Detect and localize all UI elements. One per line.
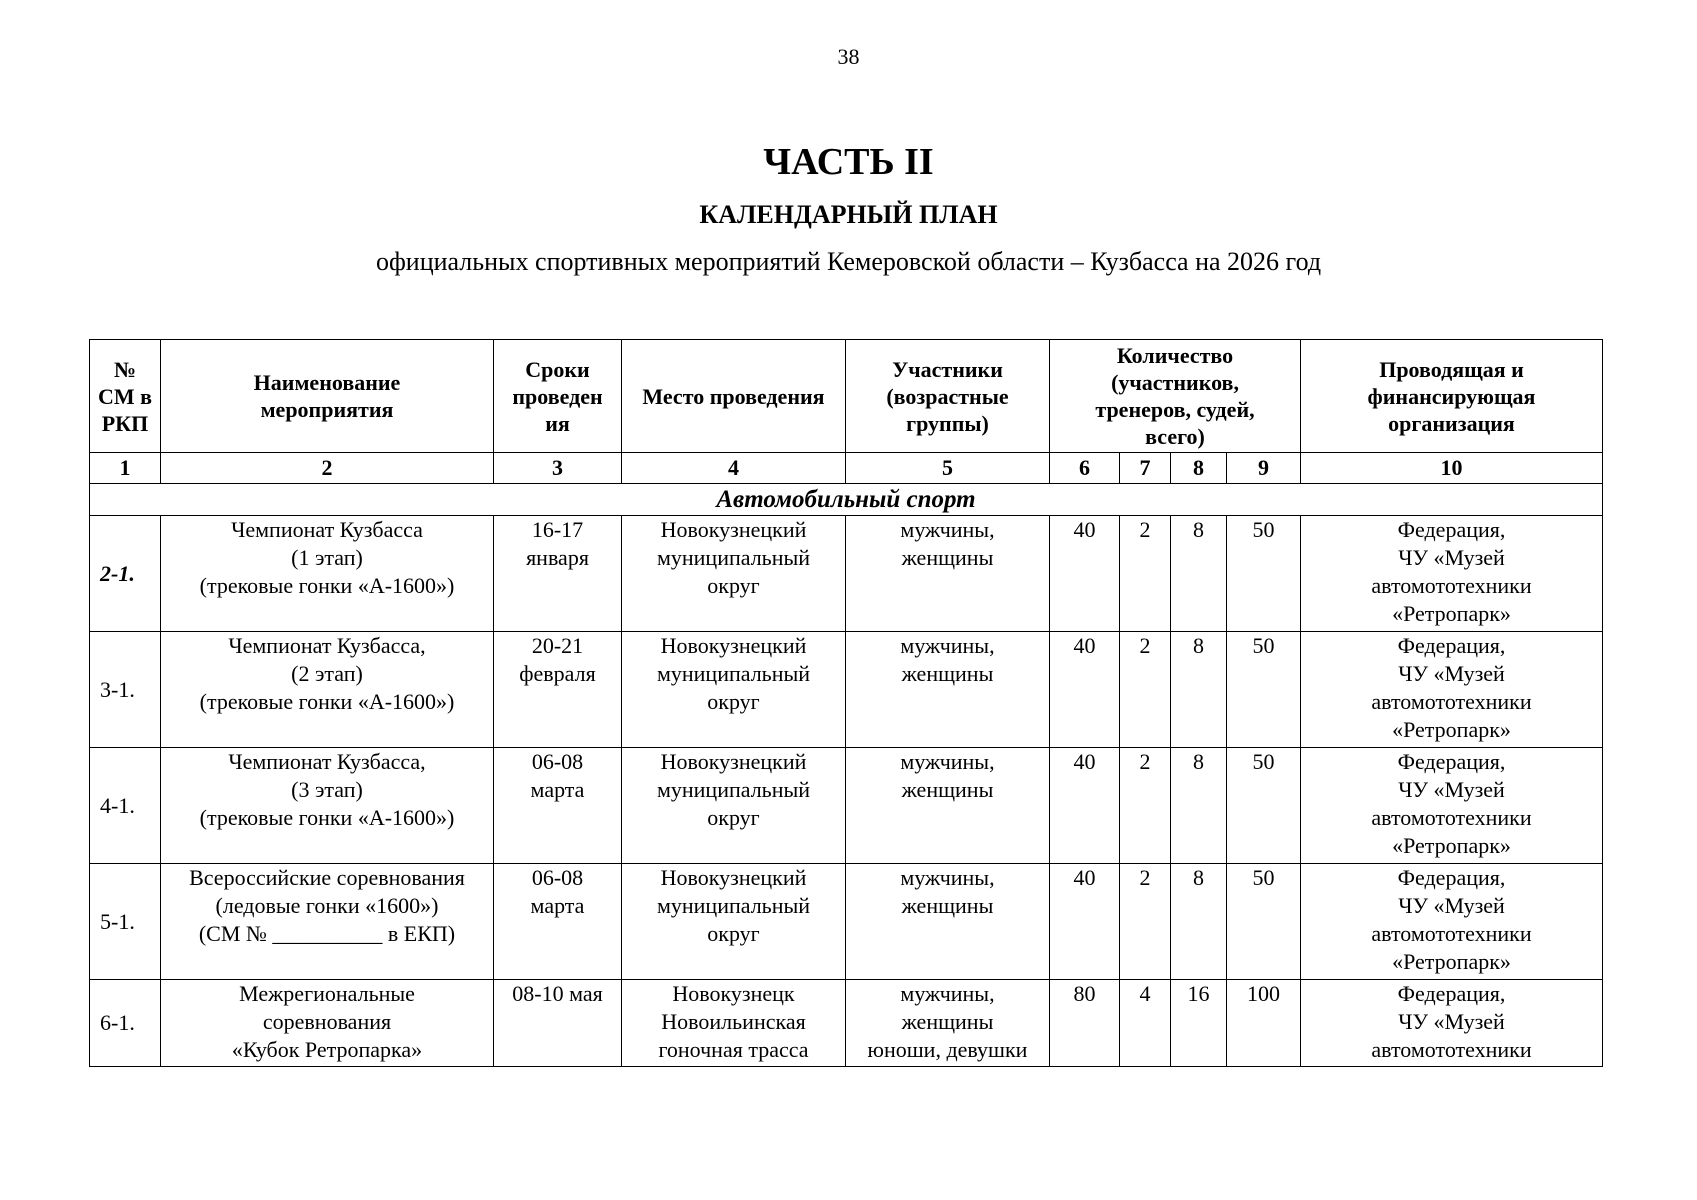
part-title: ЧАСТЬ II: [763, 141, 934, 183]
count-total: 50: [1227, 748, 1301, 864]
event-place: [622, 516, 846, 632]
text-line: Новокузнецкий: [660, 865, 807, 890]
text-line: «Ретропарк»: [1392, 949, 1511, 974]
text-line: ЧУ «Музей: [1398, 661, 1505, 686]
text-line: (2 этап): [291, 661, 363, 686]
count-total: 50: [1227, 516, 1301, 632]
event-participants: [846, 748, 1050, 864]
event-organizer: [1301, 864, 1603, 980]
text-line: (1 этап): [291, 545, 363, 570]
count-total: 50: [1227, 632, 1301, 748]
text-line: Федерация,: [1397, 981, 1506, 1006]
text-line: Новокузнецкий: [660, 633, 807, 658]
text-line: Всероссийские соревнования: [189, 865, 465, 890]
column-number: 10: [1301, 453, 1603, 484]
text-line: (участников,: [1111, 370, 1239, 395]
text-line: автомототехники: [1371, 689, 1532, 714]
text-line: СМ в: [97, 383, 153, 409]
text-line: округ: [707, 921, 760, 946]
column-number: 8: [1171, 453, 1227, 484]
count-judges: 8: [1171, 748, 1227, 864]
text-line: марта: [530, 777, 585, 802]
event-organizer: [1301, 980, 1603, 1067]
header-cell: [622, 340, 846, 453]
count-participants: 40: [1050, 864, 1120, 980]
text-line: ЧУ «Музей: [1398, 893, 1505, 918]
text-line: ЧУ «Музей: [1398, 777, 1505, 802]
text-line: женщины: [901, 893, 994, 918]
text-line: автомототехники: [1371, 921, 1532, 946]
text-line: 08-10 мая: [512, 981, 603, 1006]
plan-subtitle: официальных спортивных мероприятий Кемеровской области – Кузбасса на 2026 год: [375, 247, 1322, 276]
section-row: [90, 484, 1603, 516]
event-dates: [494, 864, 622, 980]
text-line: №: [113, 356, 137, 382]
text-line: 20-21: [531, 633, 584, 658]
event-place: [622, 632, 846, 748]
text-line: автомототехники: [1371, 573, 1532, 598]
event-organizer: [1301, 632, 1603, 748]
count-coaches: 2: [1120, 748, 1171, 864]
text-line: Федерация,: [1397, 517, 1506, 542]
header-cell: [494, 340, 622, 453]
text-line: «Ретропарк»: [1392, 717, 1511, 742]
text-line: тренеров, судей,: [1095, 397, 1255, 422]
text-line: Новокузнецк: [672, 981, 795, 1006]
text-line: (трековые гонки «А-1600»): [199, 805, 455, 830]
text-line: марта: [530, 893, 585, 918]
text-line: мужчины,: [900, 981, 995, 1006]
text-line: женщины: [901, 545, 994, 570]
text-line: округ: [707, 573, 760, 598]
event-dates: [494, 748, 622, 864]
header-cell: [1050, 340, 1301, 453]
text-line: округ: [707, 805, 760, 830]
text-line: января: [526, 545, 589, 570]
text-line: Проводящая и: [1379, 356, 1524, 382]
text-line: Сроки: [525, 356, 590, 382]
text-line: (трековые гонки «А-1600»): [199, 689, 455, 714]
text-line: Наименование: [253, 370, 401, 395]
text-line: Чемпионат Кузбасса,: [228, 633, 426, 658]
count-participants: 40: [1050, 632, 1120, 748]
page-number: 38: [837, 44, 860, 69]
text-line: «Ретропарк»: [1392, 833, 1511, 858]
calendar-table: [89, 339, 1603, 1067]
text-line: (СМ № __________ в ЕКП): [198, 921, 456, 946]
column-number: 7: [1120, 453, 1171, 484]
header-cell: [161, 340, 494, 453]
column-number-row: [90, 453, 1603, 484]
count-participants: 80: [1050, 980, 1120, 1067]
text-line: «Кубок Ретропарка»: [231, 1037, 423, 1062]
header-cell: [846, 340, 1050, 453]
text-line: организация: [1388, 410, 1515, 436]
text-line: ЧУ «Музей: [1398, 545, 1505, 570]
text-line: муниципальный: [656, 545, 811, 570]
text-line: юноши, девушки: [867, 1037, 1028, 1062]
text-line: муниципальный: [656, 893, 811, 918]
count-coaches: 2: [1120, 632, 1171, 748]
event-place: [622, 864, 846, 980]
text-line: женщины: [901, 661, 994, 686]
text-line: ия: [545, 410, 570, 436]
count-coaches: 4: [1120, 980, 1171, 1067]
count-judges: 16: [1171, 980, 1227, 1067]
event-name: [161, 748, 494, 864]
text-line: Федерация,: [1397, 633, 1506, 658]
count-coaches: 2: [1120, 864, 1171, 980]
table-body: [90, 516, 1603, 1067]
text-line: группы): [906, 410, 989, 436]
text-line: мужчины,: [900, 633, 995, 658]
text-line: Новоильинская: [661, 1009, 806, 1034]
text-line: Новокузнецкий: [660, 749, 807, 774]
text-line: соревнования: [262, 1009, 392, 1034]
text-line: женщины: [901, 1009, 994, 1034]
event-dates: [494, 516, 622, 632]
event-participants: [846, 980, 1050, 1067]
text-line: 06-08: [531, 749, 584, 774]
event-name: [161, 980, 494, 1067]
text-line: (возрастные: [886, 383, 1009, 409]
table-row: [90, 516, 1603, 632]
event-organizer: [1301, 748, 1603, 864]
column-number: 5: [846, 453, 1050, 484]
text-line: «Ретропарк»: [1392, 601, 1511, 626]
event-number: 5-1.: [90, 864, 161, 980]
text-line: мужчины,: [900, 749, 995, 774]
count-participants: 40: [1050, 748, 1120, 864]
column-number: 9: [1227, 453, 1301, 484]
count-coaches: 2: [1120, 516, 1171, 632]
text-line: Новокузнецкий: [660, 517, 807, 542]
event-place: [622, 980, 846, 1067]
count-participants: 40: [1050, 516, 1120, 632]
text-line: Место проведения: [642, 383, 825, 409]
text-line: 16-17: [531, 517, 584, 542]
event-dates: [494, 980, 622, 1067]
text-line: Участники: [892, 356, 1003, 382]
text-line: Федерация,: [1397, 749, 1506, 774]
event-number: 4-1.: [90, 748, 161, 864]
event-number: 3-1.: [90, 632, 161, 748]
text-line: автомототехники: [1371, 1037, 1532, 1062]
text-line: мужчины,: [900, 517, 995, 542]
count-total: 50: [1227, 864, 1301, 980]
text-line: Чемпионат Кузбасса,: [228, 749, 426, 774]
column-number: 3: [494, 453, 622, 484]
event-participants: [846, 864, 1050, 980]
event-participants: [846, 632, 1050, 748]
text-line: (трековые гонки «А-1600»): [199, 573, 455, 598]
event-name: [161, 864, 494, 980]
table-header-row: [90, 340, 1603, 453]
text-line: финансирующая: [1367, 383, 1536, 409]
count-judges: 8: [1171, 516, 1227, 632]
count-judges: 8: [1171, 632, 1227, 748]
table-row: [90, 864, 1603, 980]
count-judges: 8: [1171, 864, 1227, 980]
text-line: (ледовые гонки «1600»): [215, 893, 439, 918]
text-line: всего): [1145, 424, 1205, 449]
text-line: мужчины,: [900, 865, 995, 890]
text-line: муниципальный: [656, 661, 811, 686]
text-line: 06-08: [531, 865, 584, 890]
event-place: [622, 748, 846, 864]
text-line: Федерация,: [1397, 865, 1506, 890]
table-row: [90, 748, 1603, 864]
text-line: женщины: [901, 777, 994, 802]
text-line: проведен: [512, 383, 603, 409]
column-number: 1: [90, 453, 161, 484]
event-dates: [494, 632, 622, 748]
event-number: 6-1.: [90, 980, 161, 1067]
event-number: 2-1.: [90, 516, 161, 632]
text-line: (3 этап): [291, 777, 363, 802]
plan-title: КАЛЕНДАРНЫЙ ПЛАН: [699, 200, 998, 229]
text-line: ЧУ «Музей: [1398, 1009, 1505, 1034]
text-line: автомототехники: [1371, 805, 1532, 830]
column-number: 6: [1050, 453, 1120, 484]
header-cell: [90, 340, 161, 453]
event-organizer: [1301, 516, 1603, 632]
text-line: гоночная трасса: [658, 1037, 809, 1062]
text-line: мероприятия: [260, 397, 394, 422]
event-name: [161, 632, 494, 748]
text-line: Межрегиональные: [239, 981, 415, 1006]
column-number: 2: [161, 453, 494, 484]
text-line: Чемпионат Кузбасса: [231, 517, 423, 542]
table-row: [90, 980, 1603, 1067]
text-line: РКП: [101, 410, 149, 436]
event-participants: [846, 516, 1050, 632]
text-line: округ: [707, 689, 760, 714]
section-title: Автомобильный спорт: [90, 484, 1603, 516]
header-cell: [1301, 340, 1603, 453]
column-number: 4: [622, 453, 846, 484]
event-name: [161, 516, 494, 632]
text-line: муниципальный: [656, 777, 811, 802]
text-line: февраля: [519, 661, 596, 686]
table-row: [90, 632, 1603, 748]
text-line: Количество: [1116, 343, 1234, 368]
count-total: 100: [1227, 980, 1301, 1067]
